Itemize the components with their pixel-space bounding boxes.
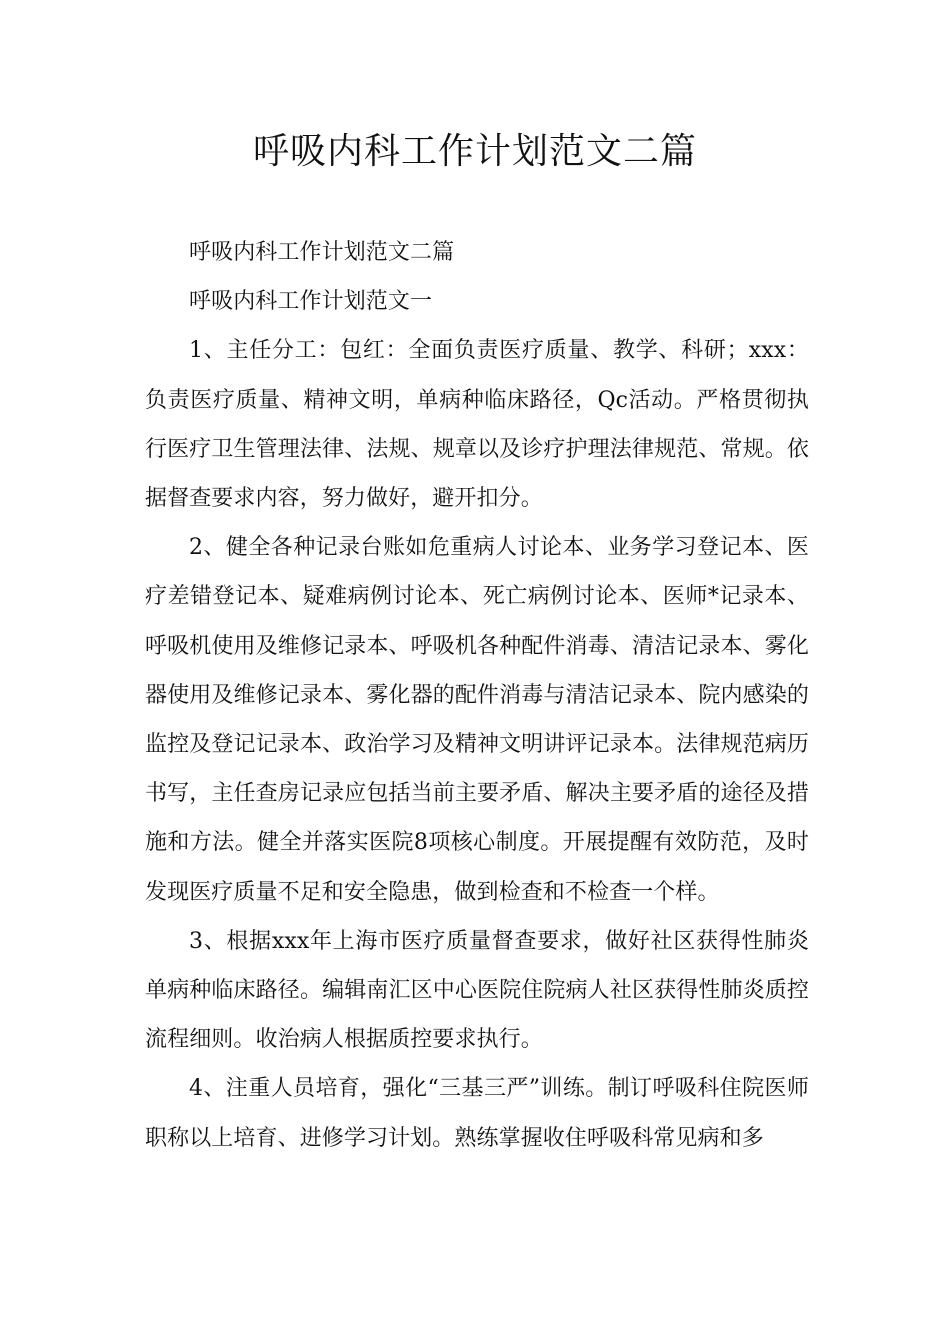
document-body <box>145 228 809 1163</box>
paragraph-item-3: 3、根据xxx年上海市医疗质量督查要求，做好社区获得性肺炎单病种临床路径。编辑南汇区中心医院住院病人社区获得性肺炎质控流程细则。收治病人根据质控要求执行。 <box>145 928 809 1053</box>
document-title: 呼吸内科工作计划范文二篇 <box>252 131 697 172</box>
paragraph-subtitle: 呼吸内科工作计划范文二篇 <box>189 240 455 265</box>
paragraph-item-1: 1、主任分工：包红：全面负责医疗质量、教学、科研；xxx：负责医疗质量、精神文明，单病种临床路径，Qc活动。严格贯彻执行医疗卫生管理法律、法规、规章以及诊疗护理法律规范、常规。依据督查要求内容，努力做好，避开扣分。 <box>145 338 809 512</box>
paragraph-item-4: 4、注重人员培育，强化“三基三严”训练。制订呼吸科住院医师职称以上培育、进修学习计划。熟练掌握收住呼吸科常见病和多 <box>145 1076 809 1151</box>
paragraph-item-2: 2、健全各种记录台账如危重病人讨论本、业务学习登记本、医疗差错登记本、疑难病例讨论本、死亡病例讨论本、医师*记录本、呼吸机使用及维修记录本、呼吸机各种配件消毒、清洁记录本、雾化器使用及维修记录本、雾化器的配件消毒与清洁记录本、院内感染的监控及登记记录本、政治学习及精神文明讲评记录本。法律规范病历书写，主任查房记录应包括当前主要矛盾、解决主要矛盾的途径及措施和方法。健全并落实医院8项核心制度。开展提醒有效防范，及时发现医疗质量不足和安全隐患，做到检查和不检查一个样。 <box>145 535 809 905</box>
paragraph-section-heading: 呼吸内科工作计划范文一 <box>189 289 433 315</box>
